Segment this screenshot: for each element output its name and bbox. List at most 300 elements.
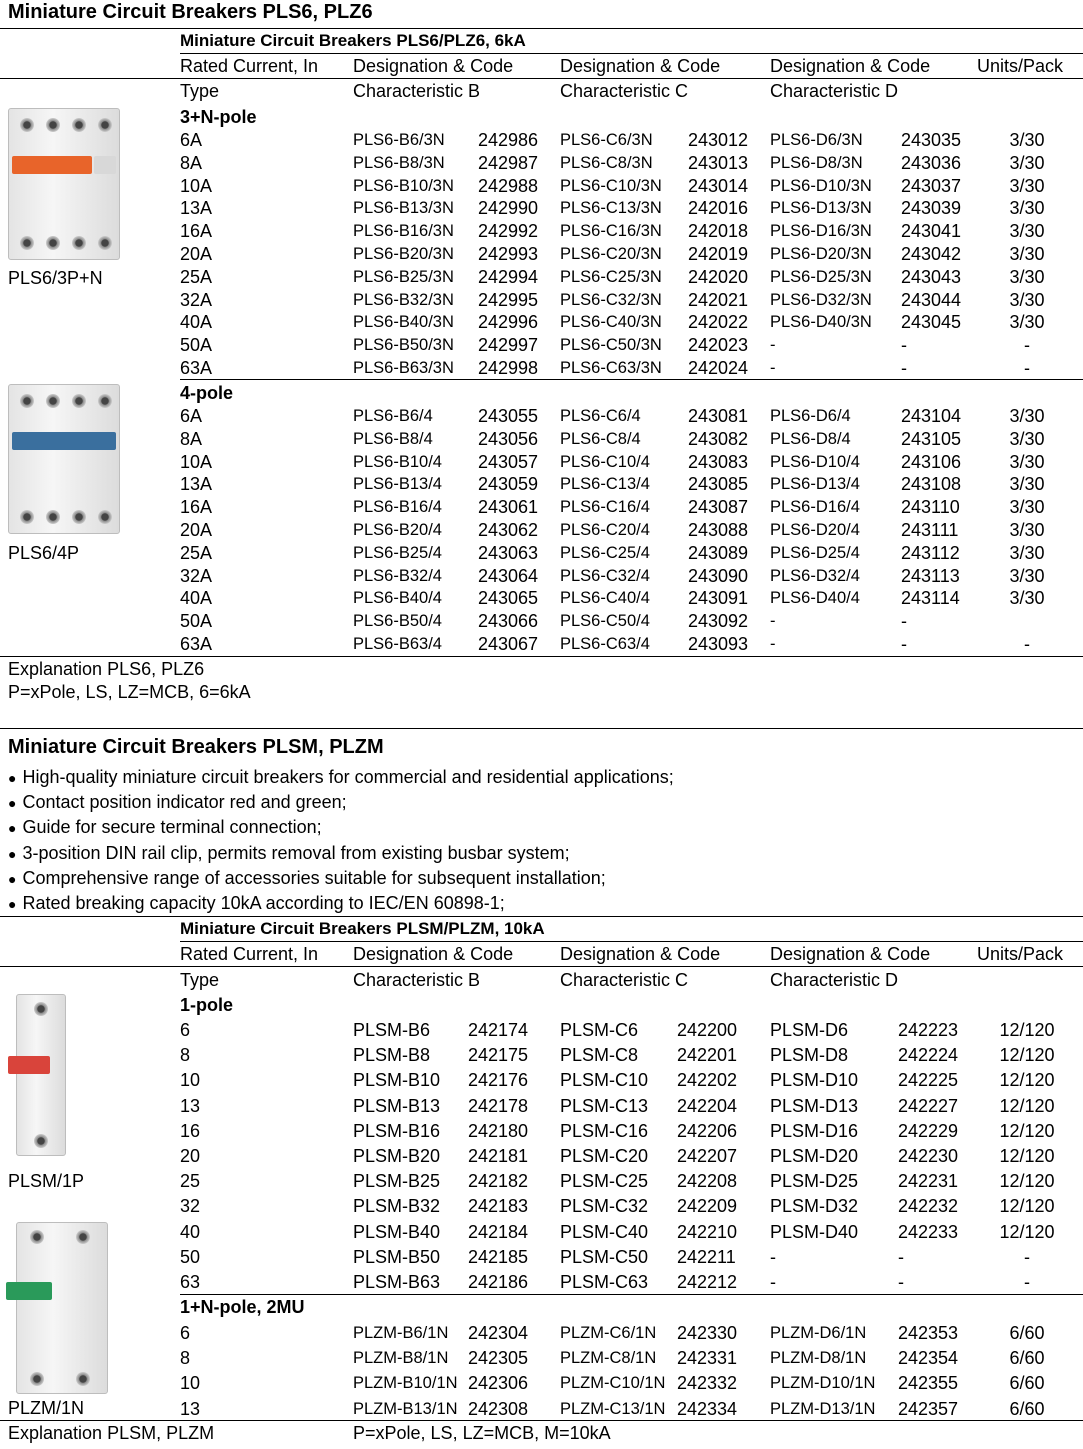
cell-designation-b: PLZM-B13/1N: [353, 1399, 458, 1418]
cell-rated-current: 40A: [180, 312, 213, 333]
cell-designation-d: PLSM-D6: [770, 1020, 849, 1040]
cell-designation-c: PLS6-C25/3N: [560, 267, 662, 286]
cell-code-d: 242233: [898, 1221, 959, 1242]
cell-designation-c: PLS6-C32/4: [560, 566, 650, 585]
cell-units-pack: 3/30: [1009, 152, 1045, 173]
cell-code-c: 242021: [688, 289, 749, 310]
cell-designation-d: PLS6-D32/3N: [770, 290, 872, 309]
cell-code-b: 242304: [468, 1323, 529, 1343]
cell-units-pack: 12/120: [999, 1070, 1055, 1091]
cell-designation-c: PLS6-C63/4: [560, 635, 650, 653]
cell-code-b: 243059: [478, 474, 539, 495]
cell-rated-current: 20A: [180, 520, 213, 540]
cell-units-pack: 12/120: [999, 1120, 1055, 1141]
cell-designation-b: PLZM-B10/1N: [353, 1374, 458, 1393]
cell-designation-d: PLZM-D10/1N: [770, 1374, 876, 1393]
cell-designation-c: PLS6-C20/4: [560, 521, 650, 539]
cell-designation-d: PLS6-D10/4: [770, 452, 860, 471]
cell-code-c: 243012: [688, 130, 749, 150]
cell-designation-c: PLSM-C50: [560, 1246, 649, 1267]
cell-designation-d: -: [770, 336, 776, 355]
cell-units-pack: 6/60: [1009, 1323, 1045, 1343]
cell-code-d: 242357: [898, 1398, 959, 1419]
cell-units-pack: 3/30: [1009, 520, 1045, 540]
feature-list-item: [8, 791, 347, 814]
cell-code-d: 243044: [901, 289, 962, 310]
cell-rated-current: 32A: [180, 565, 213, 586]
cell-designation-d: PLSM-D32: [770, 1196, 859, 1217]
cell-units-pack: -: [1024, 358, 1030, 378]
cell-designation-d: -: [770, 612, 776, 631]
divider: [0, 728, 1083, 729]
cell-rated-current: 16: [180, 1120, 201, 1141]
header-designation-b: Designation & Code: [353, 944, 514, 964]
cell-units-pack: 3/30: [1009, 406, 1045, 426]
header-designation-d: Designation & Code: [770, 944, 931, 964]
cell-rated-current: 25: [180, 1171, 201, 1192]
cell-units-pack: 3/30: [1009, 289, 1045, 310]
cell-rated-current: 6A: [180, 130, 203, 150]
cell-designation-b: PLSM-B10: [353, 1070, 441, 1091]
cell-rated-current: 10A: [180, 451, 213, 472]
cell-designation-b: PLSM-B13: [353, 1095, 441, 1116]
cell-designation-c: PLSM-C8: [560, 1045, 639, 1066]
cell-designation-c: PLS6-C16/4: [560, 498, 650, 517]
cell-designation-d: PLZM-D6/1N: [770, 1324, 867, 1342]
cell-code-b: 242180: [468, 1120, 529, 1141]
cell-code-d: 243104: [901, 406, 962, 426]
cell-code-c: 242024: [688, 358, 749, 378]
cell-designation-c: PLS6-C32/3N: [560, 290, 662, 309]
subheader-char-d: Characteristic D: [770, 81, 899, 101]
cell-designation-d: PLS6-D40/3N: [770, 313, 872, 332]
cell-rated-current: 16A: [180, 221, 213, 242]
cell-code-b: 242987: [478, 152, 539, 173]
cell-rated-current: 50A: [180, 611, 213, 632]
cell-designation-b: PLS6-B20/4: [353, 521, 442, 539]
cell-code-d: -: [901, 335, 907, 356]
cell-code-d: 243105: [901, 428, 962, 449]
cell-units-pack: 6/60: [1009, 1398, 1045, 1419]
cell-units-pack: 3/30: [1009, 130, 1045, 150]
cell-designation-b: PLS6-B40/4: [353, 589, 442, 608]
divider: [180, 1294, 1083, 1295]
cell-code-d: -: [898, 1246, 904, 1267]
cell-designation-d: PLSM-D8: [770, 1045, 849, 1066]
cell-designation-d: PLS6-D8/3N: [770, 153, 863, 172]
bullet-icon: ●: [8, 896, 17, 912]
cell-rated-current: 10A: [180, 175, 213, 196]
cell-code-c: 243088: [688, 520, 749, 540]
cell-code-b: 242986: [478, 130, 539, 150]
cell-code-d: 242229: [898, 1120, 959, 1141]
cell-designation-b: PLSM-B50: [353, 1246, 441, 1267]
cell-units-pack: -: [1024, 1272, 1030, 1292]
cell-code-c: 243081: [688, 406, 749, 426]
cell-designation-b: PLS6-B16/4: [353, 498, 442, 517]
cell-code-d: 243035: [901, 130, 962, 150]
cell-rated-current: 8A: [180, 152, 203, 173]
cell-code-d: 242230: [898, 1146, 959, 1166]
cell-designation-d: PLZM-D8/1N: [770, 1349, 867, 1368]
feature-list-item: [8, 892, 505, 915]
cell-rated-current: 40: [180, 1221, 201, 1242]
cell-code-c: 243087: [688, 497, 749, 518]
cell-code-b: 242182: [468, 1171, 529, 1192]
cell-code-d: 243036: [901, 152, 962, 173]
cell-rated-current: 25A: [180, 266, 213, 287]
cell-designation-b: PLS6-B10/4: [353, 452, 442, 471]
cell-rated-current: 63A: [180, 634, 213, 654]
product-label-plzm-1n: PLZM/1N: [8, 1398, 85, 1418]
cell-code-b: 242306: [468, 1373, 529, 1394]
cell-code-d: -: [898, 1272, 904, 1292]
cell-designation-d: PLS6-D16/3N: [770, 222, 872, 241]
cell-designation-c: PLS6-C16/3N: [560, 222, 662, 241]
cell-designation-d: PLS6-D20/4: [770, 521, 860, 539]
explanation-pls6-title: Explanation PLS6, PLZ6: [8, 659, 205, 679]
cell-code-b: 243065: [478, 588, 539, 609]
cell-rated-current: 25A: [180, 542, 213, 563]
cell-designation-b: PLS6-B40/3N: [353, 313, 454, 332]
cell-code-d: 242223: [898, 1020, 959, 1040]
cell-code-c: 242330: [677, 1323, 738, 1343]
divider: [0, 1420, 1083, 1421]
cell-code-d: -: [901, 358, 907, 378]
cell-designation-b: PLS6-B6/4: [353, 407, 433, 425]
cell-code-b: 243067: [478, 634, 539, 654]
cell-code-c: 242206: [677, 1120, 738, 1141]
breaker-4p-image: [8, 384, 120, 534]
subheader-char-c: Characteristic C: [560, 81, 689, 101]
cell-designation-d: PLS6-D25/3N: [770, 267, 872, 286]
group-title-1n-pole: 1+N-pole, 2MU: [180, 1297, 305, 1317]
breaker-3pn-image: [8, 108, 120, 260]
cell-units-pack: 12/120: [999, 1095, 1055, 1116]
cell-units-pack: 3/30: [1009, 244, 1045, 264]
cell-designation-c: PLSM-C10: [560, 1070, 649, 1091]
divider: [0, 78, 1083, 79]
feature-text: Comprehensive range of accessories suitable for subsequent installation;: [22, 867, 606, 888]
cell-code-c: 243092: [688, 611, 749, 632]
cell-rated-current: 10: [180, 1070, 201, 1091]
cell-designation-d: PLSM-D20: [770, 1146, 859, 1166]
cell-code-d: 242354: [898, 1348, 959, 1369]
cell-rated-current: 10: [180, 1373, 201, 1394]
cell-code-b: 242186: [468, 1272, 529, 1292]
header-units-pack: Units/Pack: [977, 56, 1064, 76]
cell-code-b: 242181: [468, 1146, 529, 1166]
cell-designation-b: PLS6-B8/4: [353, 429, 433, 448]
bullet-icon: ●: [8, 870, 17, 887]
cell-code-c: 242211: [677, 1246, 736, 1267]
cell-units-pack: 3/30: [1009, 474, 1045, 495]
cell-rated-current: 8A: [180, 428, 203, 449]
cell-rated-current: 13: [180, 1398, 201, 1419]
cell-designation-b: PLS6-B32/4: [353, 566, 442, 585]
cell-code-d: -: [901, 611, 907, 632]
cell-code-d: 242224: [898, 1045, 959, 1066]
header-rated-current: Rated Current, In: [180, 944, 319, 964]
cell-units-pack: -: [1024, 1246, 1030, 1267]
subheader-char-d: Characteristic D: [770, 970, 899, 990]
cell-code-d: 243041: [901, 221, 962, 242]
cell-code-c: 242022: [688, 312, 749, 333]
cell-rated-current: 20: [180, 1146, 201, 1166]
cell-code-d: 243045: [901, 312, 962, 333]
section1-title: Miniature Circuit Breakers PLS6, PLZ6: [8, 1, 373, 23]
cell-code-c: 242016: [688, 198, 749, 219]
cell-designation-b: PLS6-B20/3N: [353, 245, 454, 263]
cell-code-c: 242019: [688, 244, 749, 264]
bullet-icon: ●: [8, 820, 17, 837]
cell-code-d: 242355: [898, 1373, 959, 1394]
cell-code-b: 242995: [478, 289, 539, 310]
cell-code-c: 243013: [688, 152, 749, 173]
cell-designation-d: -: [770, 1272, 776, 1292]
cell-units-pack: 12/120: [999, 1020, 1055, 1040]
cell-designation-d: PLS6-D10/3N: [770, 176, 872, 195]
explanation-pls6-text: P=xPole, LS, LZ=MCB, 6=6kA: [8, 682, 251, 702]
cell-designation-b: PLZM-B6/1N: [353, 1324, 449, 1342]
cell-code-c: 242208: [677, 1171, 738, 1192]
cell-code-c: 242334: [677, 1398, 738, 1419]
cell-units-pack: -: [1024, 634, 1030, 654]
cell-designation-c: PLS6-C40/4: [560, 589, 650, 608]
cell-rated-current: 32A: [180, 289, 213, 310]
group-title-4-pole: 4-pole: [180, 383, 234, 403]
cell-code-b: 243064: [478, 565, 539, 586]
cell-designation-d: PLSM-D10: [770, 1070, 859, 1091]
cell-code-c: 243089: [688, 542, 749, 563]
cell-code-b: 242994: [478, 266, 539, 287]
cell-designation-d: -: [770, 1246, 776, 1267]
feature-list-item: [8, 867, 606, 890]
cell-units-pack: 6/60: [1009, 1348, 1045, 1369]
cell-code-d: 243043: [901, 266, 962, 287]
divider: [0, 916, 1083, 917]
cell-designation-c: PLS6-C10/4: [560, 452, 650, 471]
cell-designation-c: PLZM-C13/1N: [560, 1399, 666, 1418]
cell-designation-c: PLS6-C50/3N: [560, 336, 662, 355]
divider: [180, 53, 1083, 54]
feature-text: Contact position indicator red and green;: [22, 792, 347, 813]
cell-code-c: 242023: [688, 335, 749, 356]
cell-designation-c: PLZM-C8/1N: [560, 1349, 657, 1368]
cell-units-pack: 3/30: [1009, 312, 1045, 333]
cell-code-d: 242227: [898, 1095, 959, 1116]
cell-rated-current: 6: [180, 1020, 191, 1040]
cell-code-c: 242331: [677, 1348, 738, 1369]
section1-table-title: Miniature Circuit Breakers PLS6/PLZ6, 6kA: [180, 31, 526, 50]
cell-code-c: 242018: [688, 221, 749, 242]
breaker-1p-image: [16, 994, 66, 1156]
header-designation-d: Designation & Code: [770, 56, 931, 76]
cell-designation-d: PLSM-D16: [770, 1120, 859, 1141]
cell-units-pack: 3/30: [1009, 175, 1045, 196]
cell-designation-c: PLZM-C6/1N: [560, 1324, 657, 1342]
header-designation-c: Designation & Code: [560, 944, 721, 964]
cell-units-pack: 3/30: [1009, 221, 1045, 242]
cell-code-b: 242308: [468, 1398, 529, 1419]
cell-code-b: 242305: [468, 1348, 529, 1369]
cell-code-c: 243093: [688, 634, 749, 654]
cell-designation-b: PLS6-B13/4: [353, 475, 442, 494]
cell-designation-d: PLS6-D40/4: [770, 589, 860, 608]
cell-code-d: 243111: [901, 520, 959, 540]
cell-designation-b: PLS6-B25/4: [353, 543, 442, 562]
cell-code-c: 242202: [677, 1070, 738, 1091]
cell-code-b: 242997: [478, 335, 539, 356]
cell-units-pack: 12/120: [999, 1196, 1055, 1217]
cell-designation-b: PLS6-B63/3N: [353, 359, 454, 377]
subheader-char-b: Characteristic B: [353, 970, 481, 990]
cell-code-c: 243014: [688, 175, 749, 196]
cell-designation-b: PLSM-B8: [353, 1045, 431, 1066]
cell-designation-d: PLS6-D20/3N: [770, 245, 872, 263]
feature-list-item: [8, 766, 674, 789]
cell-designation-c: PLS6-C8/3N: [560, 153, 653, 172]
divider: [0, 966, 1083, 967]
section2-title: Miniature Circuit Breakers PLSM, PLZM: [8, 736, 384, 758]
cell-code-c: 242204: [677, 1095, 738, 1116]
bullet-icon: ●: [8, 770, 17, 786]
cell-rated-current: 63A: [180, 358, 213, 378]
cell-code-c: 242201: [677, 1045, 738, 1066]
cell-designation-b: PLS6-B25/3N: [353, 267, 454, 286]
feature-text: High-quality miniature circuit breakers for commercial and residential applications;: [22, 767, 674, 787]
cell-designation-b: PLS6-B32/3N: [353, 290, 454, 309]
cell-code-c: 243085: [688, 474, 749, 495]
cell-designation-d: -: [770, 359, 776, 377]
cell-units-pack: 6/60: [1009, 1373, 1045, 1394]
cell-code-d: 243113: [901, 565, 960, 586]
cell-designation-c: PLS6-C50/4: [560, 612, 650, 631]
cell-designation-c: PLSM-C16: [560, 1120, 649, 1141]
cell-code-d: 243112: [901, 542, 960, 563]
cell-code-d: 242225: [898, 1070, 959, 1091]
cell-units-pack: 3/30: [1009, 588, 1045, 609]
bullet-icon: ●: [8, 845, 17, 862]
cell-rated-current: 6: [180, 1323, 191, 1343]
cell-designation-c: PLS6-C13/4: [560, 475, 650, 494]
header-rated-current: Rated Current, In: [180, 56, 319, 76]
cell-code-b: 242178: [468, 1095, 529, 1116]
cell-code-c: 242210: [677, 1221, 738, 1242]
cell-code-b: 242176: [468, 1070, 529, 1091]
cell-rated-current: 50: [180, 1246, 201, 1267]
feature-text: 3-position DIN rail clip, permits removal from existing busbar system;: [22, 842, 570, 863]
cell-rated-current: 13A: [180, 198, 213, 219]
cell-designation-c: PLS6-C25/4: [560, 543, 650, 562]
feature-list-item: [8, 842, 570, 865]
cell-units-pack: 3/30: [1009, 428, 1045, 449]
explanation-plsm-text: P=xPole, LS, LZ=MCB, M=10kA: [353, 1423, 611, 1443]
cell-units-pack: 12/120: [999, 1171, 1055, 1192]
cell-units-pack: 3/30: [1009, 198, 1045, 219]
cell-units-pack: 12/120: [999, 1221, 1055, 1242]
cell-code-d: 242232: [898, 1196, 959, 1217]
cell-rated-current: 50A: [180, 335, 213, 356]
cell-units-pack: 3/30: [1009, 451, 1045, 472]
cell-code-b: 243056: [478, 428, 539, 449]
breaker-1n-image: [16, 1222, 108, 1394]
cell-designation-d: PLZM-D13/1N: [770, 1399, 876, 1418]
section2-table-title: Miniature Circuit Breakers PLSM/PLZM, 10kA: [180, 919, 545, 938]
cell-code-b: 242990: [478, 198, 539, 219]
cell-rated-current: 20A: [180, 244, 213, 264]
subheader-type: Type: [180, 970, 220, 990]
cell-code-c: 243083: [688, 451, 749, 472]
cell-code-b: 242185: [468, 1246, 529, 1267]
subheader-type: Type: [180, 81, 220, 101]
cell-designation-c: PLSM-C13: [560, 1095, 649, 1116]
cell-rated-current: 32: [180, 1196, 201, 1217]
cell-designation-b: PLSM-B32: [353, 1196, 441, 1217]
cell-units-pack: -: [1024, 335, 1030, 356]
cell-designation-c: PLSM-C40: [560, 1221, 649, 1242]
cell-designation-b: PLSM-B16: [353, 1120, 441, 1141]
cell-code-b: 243057: [478, 451, 539, 472]
divider: [180, 941, 1083, 942]
cell-code-d: 243108: [901, 474, 962, 495]
cell-code-d: 243114: [901, 588, 960, 609]
feature-text: Guide for secure terminal connection;: [22, 817, 322, 838]
product-label-pls6-4p: PLS6/4P: [8, 543, 80, 563]
cell-code-c: 243090: [688, 565, 749, 586]
cell-code-c: 242332: [677, 1373, 738, 1394]
cell-code-b: 242175: [468, 1045, 529, 1066]
bullet-icon: ●: [8, 795, 17, 812]
cell-designation-c: PLS6-C10/3N: [560, 176, 662, 195]
cell-designation-c: PLS6-C13/3N: [560, 199, 662, 218]
cell-designation-c: PLSM-C6: [560, 1020, 639, 1040]
subheader-char-c: Characteristic C: [560, 970, 689, 990]
cell-code-d: 243037: [901, 175, 962, 196]
cell-rated-current: 16A: [180, 497, 213, 518]
cell-designation-d: PLSM-D25: [770, 1171, 859, 1192]
cell-designation-d: PLS6-D6/3N: [770, 131, 863, 149]
cell-designation-b: PLS6-B63/4: [353, 635, 442, 653]
cell-designation-b: PLSM-B40: [353, 1221, 441, 1242]
cell-designation-b: PLS6-B16/3N: [353, 222, 454, 241]
cell-rated-current: 8: [180, 1348, 191, 1369]
feature-text: Rated breaking capacity 10kA according to IEC/EN 60898-1;: [22, 893, 505, 913]
product-label-plsm-1p: PLSM/1P: [8, 1171, 85, 1191]
cell-designation-b: PLSM-B63: [353, 1272, 441, 1292]
cell-designation-b: PLS6-B6/3N: [353, 131, 445, 149]
cell-rated-current: 63: [180, 1272, 201, 1292]
cell-code-b: 242998: [478, 358, 539, 378]
cell-designation-c: PLSM-C32: [560, 1196, 649, 1217]
cell-code-c: 242020: [688, 266, 749, 287]
cell-code-b: 242174: [468, 1020, 529, 1040]
cell-designation-d: PLS6-D13/3N: [770, 199, 872, 218]
cell-units-pack: 3/30: [1009, 542, 1045, 563]
cell-code-c: 243082: [688, 428, 749, 449]
cell-designation-b: PLS6-B13/3N: [353, 199, 454, 218]
group-title-3n-pole: 3+N-pole: [180, 107, 257, 127]
cell-code-d: 242353: [898, 1323, 959, 1343]
cell-designation-d: PLSM-D13: [770, 1095, 859, 1116]
cell-code-c: 243091: [688, 588, 749, 609]
cell-code-c: 242209: [677, 1196, 738, 1217]
cell-rated-current: 13: [180, 1095, 201, 1116]
explanation-plsm-title: Explanation PLSM, PLZM: [8, 1423, 215, 1443]
group-title-1-pole: 1-pole: [180, 995, 234, 1015]
cell-designation-c: PLS6-C20/3N: [560, 245, 662, 263]
cell-designation-c: PLS6-C40/3N: [560, 313, 662, 332]
